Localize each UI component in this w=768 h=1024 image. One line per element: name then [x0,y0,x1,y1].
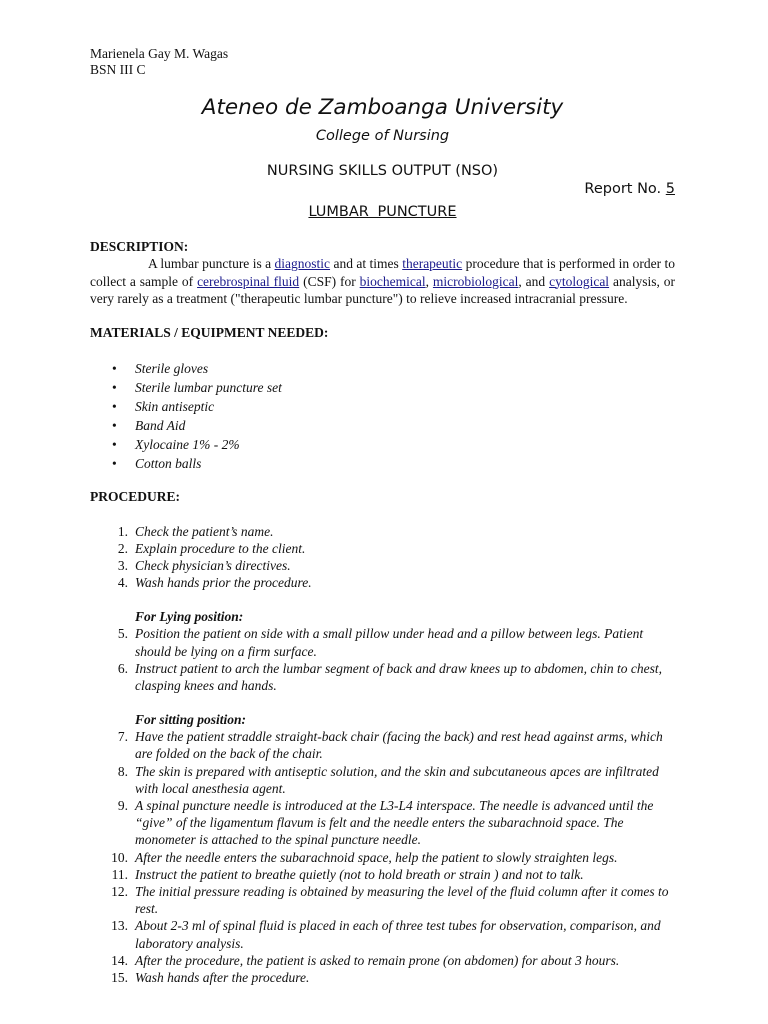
link-therapeutic[interactable]: therapeutic [402,256,463,271]
procedure-list-sitting [90,728,675,986]
procedure-heading: PROCEDURE: [90,488,180,504]
procedure-list [90,523,675,592]
document-page [90,46,675,986]
college-title: College of Nursing [315,128,450,144]
bullet-icon: • [112,436,117,452]
list-item: • Cotton balls [112,455,202,471]
university-title: Ateneo de Zamboanga University [201,95,564,120]
list-item: • Sterile gloves [112,360,209,376]
bullet-icon: • [112,398,117,414]
list-item: • Sterile lumbar puncture set [112,379,282,395]
link-cerebrospinal-fluid[interactable]: cerebrospinal fluid [197,273,300,289]
report-number-line [90,180,675,198]
procedure-step: 6. Instruct patient to arch the lumbar segment of back and draw knees up to abdomen, chin to chest, clasping knees and hands. [117,660,663,693]
link-microbiological[interactable]: microbiological [432,273,519,289]
description-paragraph: A lumbar puncture is a diagnostic and at times therapeutic procedure that is performed in order to collect a sample of cerebrospinal fluid (CSF) for biochemical, microbiological, and cytological analysis, or very rarely as a treatment ("therapeutic lumbar puncture") to relieve increased intracranial pressure. [90,256,675,306]
materials-heading: MATERIALS / EQUIPMENT NEEDED: [90,324,329,340]
bullet-icon: • [112,379,117,395]
lying-position-subheading: For Lying position: [135,609,244,625]
procedure-list-lying [90,625,675,694]
procedure-step: 8. The skin is prepared with antiseptic solution, and the skin and subcutaneous apces are infiltrated with local anesthesia agent. [117,763,659,796]
list-item: • Xylocaine 1% - 2% [112,436,240,452]
output-title: NURSING SKILLS OUTPUT (NSO) [266,163,499,179]
link-diagnostic[interactable]: diagnostic [274,256,331,271]
procedure-step: 11. Instruct the patient to breathe quietly (not to hold breath or strain ) and not to talk. [111,866,584,882]
report-number: 5 [665,181,675,197]
topic-title: LUMBAR PUNCTURE [308,204,457,220]
description-heading: DESCRIPTION: [90,239,189,254]
bullet-icon: • [112,360,117,376]
procedure-step: 3. Check physician’s directives. [117,557,291,573]
list-item: • Skin antiseptic [112,398,215,414]
procedure-step: 10. After the needle enters the subarachnoid space, help the patient to slowly straighten legs. [111,849,618,865]
list-item: • Band Aid [112,417,186,433]
procedure-step: 2. Explain procedure to the client. [117,540,306,556]
materials-list [90,359,675,473]
procedure-step: 15. Wash hands after the procedure. [111,969,310,985]
link-cytological[interactable]: cytological [549,273,610,289]
procedure-step: 12. The initial pressure reading is obtained by measuring the level of the fluid column after it comes to rest. [111,883,669,917]
link-biochemical[interactable]: biochemical [359,273,426,289]
procedure-step: 1. Check the patient’s name. [117,523,274,539]
procedure-step: 9. A spinal puncture needle is introduced at the L3-L4 interspace. The needle is advanced until the “give” of the ligamentum flavum is felt and the needle enters the subarachnoid space. The monometer is attached to the spinal puncture needle. [117,797,654,848]
author-class: BSN III C [90,62,146,77]
bullet-icon: • [112,455,117,471]
procedure-step: 14. After the procedure, the patient is asked to remain prone (on abdomen) for about 3 hours. [111,952,620,968]
procedure-step: 13. About 2-3 ml of spinal fluid is placed in each of three test tubes for observation, comparison, and laboratory analysis. [111,918,661,951]
procedure-step: 7. Have the patient straddle straight-back chair (facing the back) and rest head against arms, which are folded on the back of the chair. [117,729,663,762]
sitting-position-subheading: For sitting position: [135,712,247,728]
bullet-icon: • [112,417,117,433]
procedure-step: 5. Position the patient on side with a small pillow under head and a pillow between legs. Patient should be lying on a firm surface. [117,626,644,659]
author-name: Marienela Gay M. Wagas [90,46,229,61]
procedure-step: 4. Wash hands prior the procedure. [117,575,312,591]
report-label: Report No. [584,181,662,197]
